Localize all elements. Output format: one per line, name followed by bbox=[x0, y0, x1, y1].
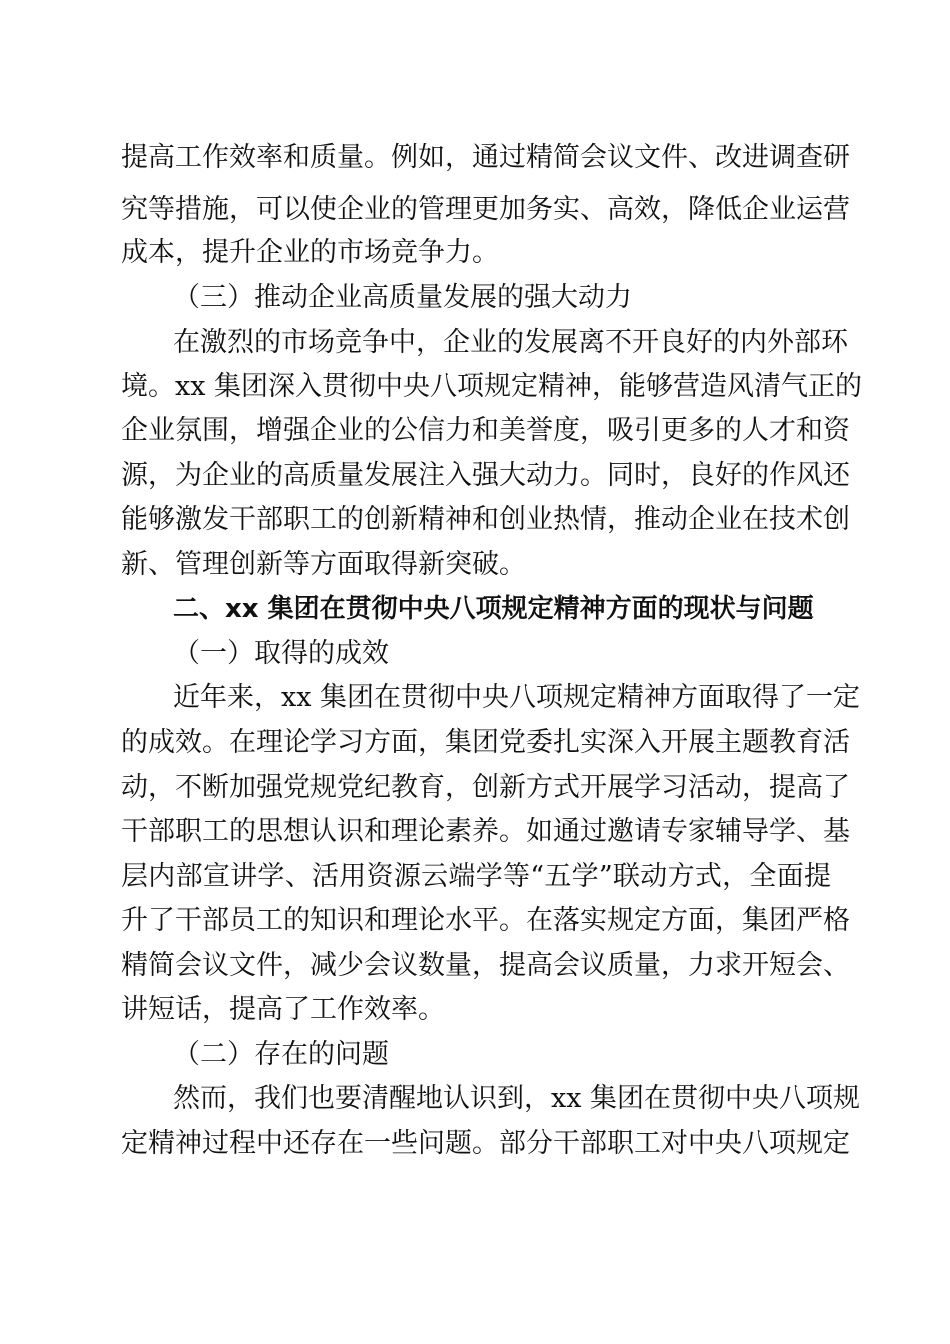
paragraph-line: 的成效。在理论学习方面，集团党委扎实深入开展主题教育活 bbox=[121, 727, 850, 758]
paragraph-line: 动，不断加强党规党纪教育，创新方式开展学习活动，提高了 bbox=[121, 772, 850, 803]
paragraph-line: 精简会议文件，减少会议数量，提高会议质量，力求开短会、 bbox=[121, 950, 850, 981]
subsection-heading: （三）推动企业高质量发展的强大动力 bbox=[173, 282, 632, 313]
paragraph-line: 在激烈的市场竞争中，企业的发展离不开良好的内外部环 bbox=[173, 327, 848, 358]
paragraph-line: 升了干部员工的知识和理论水平。在落实规定方面，集团严格 bbox=[121, 905, 850, 936]
paragraph-line: 企业氛围，增强企业的公信力和美誉度，吸引更多的人才和资 bbox=[121, 415, 850, 446]
subsection-heading: （一）取得的成效 bbox=[173, 638, 389, 669]
paragraph-line: 新、管理创新等方面取得新突破。 bbox=[121, 549, 526, 580]
paragraph-line: 定精神过程中还存在一些问题。部分干部职工对中央八项规定 bbox=[121, 1128, 850, 1159]
paragraph-line: 近年来，xx 集团在贯彻中央八项规定精神方面取得了一定 bbox=[173, 682, 861, 713]
paragraph-line: 讲短话，提高了工作效率。 bbox=[121, 994, 445, 1025]
section-title: 二、xx 集团在贯彻中央八项规定精神方面的现状与问题 bbox=[173, 594, 814, 624]
paragraph-line: 提高工作效率和质量。例如，通过精简会议文件、改进调查研 bbox=[121, 142, 850, 173]
paragraph-line: 源，为企业的高质量发展注入强大动力。同时，良好的作风还 bbox=[121, 460, 850, 491]
paragraph-line: 境。xx 集团深入贯彻中央八项规定精神，能够营造风清气正的 bbox=[121, 371, 863, 402]
paragraph-line: 然而，我们也要清醒地认识到，xx 集团在贯彻中央八项规 bbox=[173, 1083, 861, 1114]
paragraph-line: 能够激发干部职工的创新精神和创业热情，推动企业在技术创 bbox=[121, 504, 850, 535]
paragraph-line: 究等措施，可以使企业的管理更加务实、高效，降低企业运营 bbox=[121, 194, 850, 225]
subsection-heading: （二）存在的问题 bbox=[173, 1039, 389, 1070]
paragraph-line: 干部职工的思想认识和理论素养。如通过邀请专家辅导学、基 bbox=[121, 816, 850, 847]
paragraph-line: 层内部宣讲学、活用资源云端学等“五学”联动方式，全面提 bbox=[121, 861, 831, 892]
paragraph-line: 成本，提升企业的市场竞争力。 bbox=[121, 237, 499, 268]
